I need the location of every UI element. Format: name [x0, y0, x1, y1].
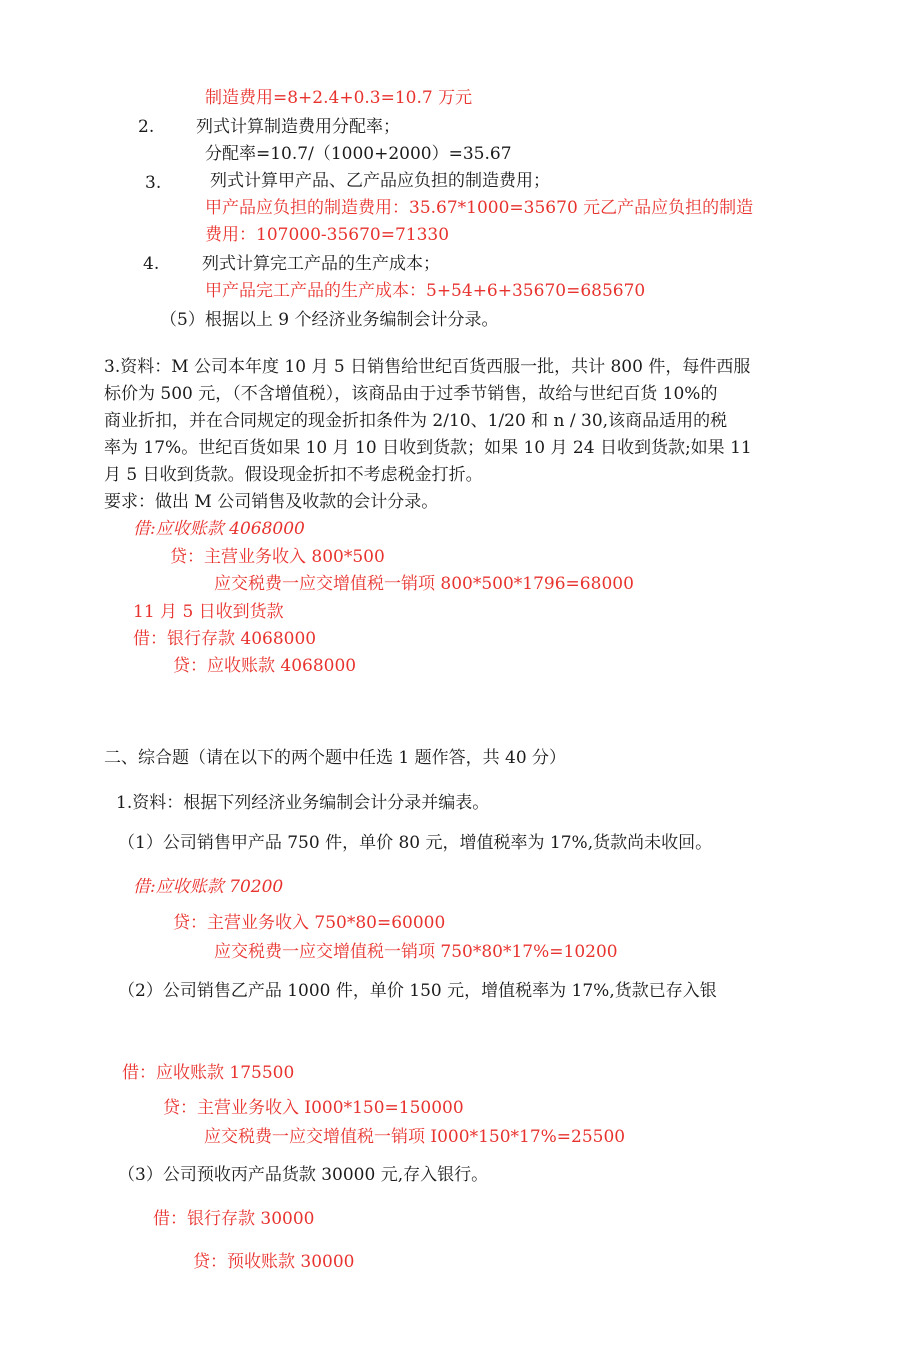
- journal-debit: 借：应收账款 175500: [122, 1063, 295, 1083]
- journal-credit-sub: 应交税费一应交增值税一销项 800*500*1796=68000: [214, 574, 634, 594]
- step-number: 4.: [143, 254, 160, 274]
- question-text: 商业折扣，并在合同规定的现金折扣条件为 2/10、1/20 和 n / 30,该商品适用的税: [104, 411, 728, 431]
- answer-line: 制造费用=8+2.4+0.3=10.7 万元: [205, 88, 473, 108]
- question-text: 标价为 500 元，（不含增值税），该商品由于过季节销售，故给与世纪百货 10%的: [104, 384, 718, 404]
- journal-note: 11 月 5 日收到货款: [133, 602, 284, 622]
- formula-line: 分配率=10.7/（1000+2000）=35.67: [205, 144, 512, 164]
- journal-debit: [133, 876, 283, 898]
- step-number: 3.: [145, 173, 162, 193]
- journal-debit: 借：银行存款 30000: [153, 1209, 315, 1229]
- step-text: （5）根据以上 9 个经济业务编制会计分录。: [160, 310, 499, 330]
- journal-credit: 贷：应收账款 4068000: [173, 656, 357, 676]
- question-text: 1.资料：根据下列经济业务编制会计分录并编表。: [116, 793, 490, 813]
- question-text: 率为 17%。世纪百货如果 10 月 10 日收到货款；如果 10 月 24 日收到货款;如果 11: [104, 438, 752, 458]
- step-text: 列式计算甲产品、乙产品应负担的制造费用；: [210, 171, 550, 191]
- journal-credit: 贷：预收账款 30000: [193, 1252, 355, 1272]
- requirement-text: 要求：做出 M 公司销售及收款的会计分录。: [104, 492, 439, 512]
- answer-line: 甲产品应负担的制造费用：35.67*1000=35670 元乙产品应负担的制造: [205, 198, 754, 218]
- journal-credit: 贷：主营业务收入 750*80=60000: [173, 913, 446, 933]
- journal-debit: 借：银行存款 4068000: [133, 629, 317, 649]
- journal-debit-text: 借:应收账款 4068000: [133, 519, 305, 539]
- answer-line: 费用：107000-35670=71330: [205, 225, 450, 245]
- journal-credit-sub: 应交税费一应交增值税一销项 750*80*17%=10200: [214, 942, 618, 962]
- journal-debit-text: 借:应收账款 70200: [133, 877, 284, 897]
- question-text: （3）公司预收丙产品货款 30000 元,存入银行。: [118, 1165, 489, 1185]
- journal-credit-sub: 应交税费一应交增值税一销项 I000*150*17%=25500: [204, 1127, 626, 1147]
- journal-credit: 贷：主营业务收入 I000*150=150000: [163, 1098, 464, 1118]
- step-number: 2.: [138, 117, 155, 137]
- question-text: （2）公司销售乙产品 1000 件，单价 150 元，增值税率为 17%,货款已存入银: [118, 981, 717, 1001]
- step-text: 列式计算完工产品的生产成本；: [202, 254, 440, 274]
- question-text: 月 5 日收到货款。假设现金折扣不考虑税金打折。: [104, 465, 483, 485]
- section-heading: 二、综合题（请在以下的两个题中任选 1 题作答，共 40 分）: [104, 748, 567, 768]
- journal-credit: 贷：主营业务收入 800*500: [170, 547, 385, 567]
- step-text: 列式计算制造费用分配率；: [196, 117, 400, 137]
- question-text: （1）公司销售甲产品 750 件，单价 80 元，增值税率为 17%,货款尚未收回。: [118, 833, 713, 853]
- journal-debit: [133, 518, 305, 540]
- answer-line: 甲产品完工产品的生产成本：5+54+6+35670=685670: [205, 281, 646, 301]
- question-text: 3.资料：M 公司本年度 10 月 5 日销售给世纪百货西服一批，共计 800 件，每件西服: [104, 357, 751, 377]
